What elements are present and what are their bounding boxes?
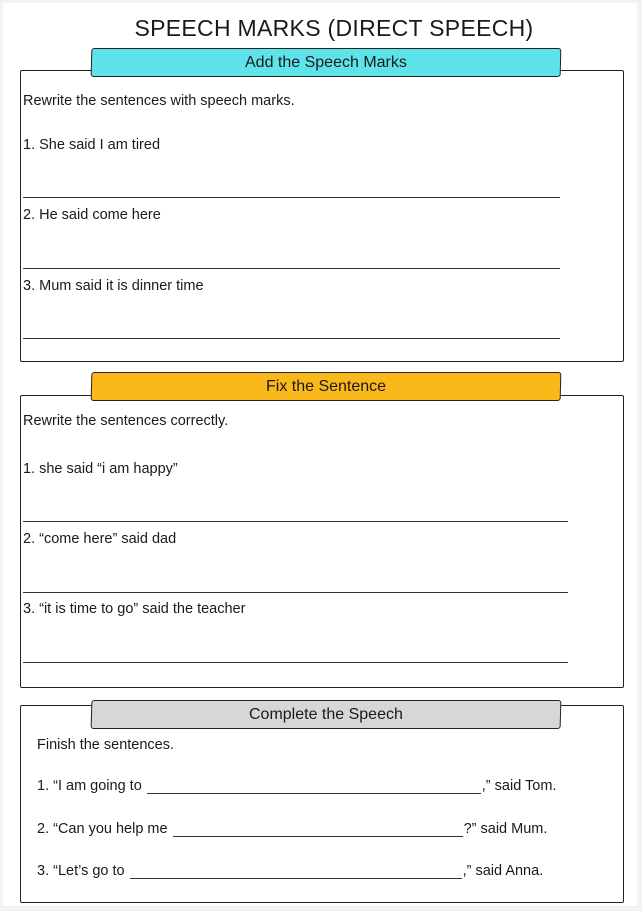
answer-line[interactable]: [23, 592, 568, 593]
worksheet-page: [3, 3, 637, 906]
answer-line[interactable]: [23, 338, 560, 339]
section-heading-fix-the-sentence: [91, 372, 562, 401]
fill-in-sentence: [37, 863, 543, 879]
answer-line[interactable]: [23, 521, 568, 522]
section-heading-add-speech-marks: [91, 48, 562, 77]
answer-blank[interactable]: [147, 779, 481, 794]
sentence-end: ,” said Tom.: [481, 778, 557, 794]
sentence-end: ?” said Mum.: [463, 821, 548, 837]
section-heading-label: Add the Speech Marks: [245, 54, 407, 71]
answer-blank[interactable]: [130, 864, 462, 879]
section-heading-complete-the-speech: [91, 700, 562, 729]
question-item: 3. Mum said it is dinner time: [23, 278, 204, 294]
question-item: 1. she said “i am happy”: [23, 461, 178, 477]
question-item: 2. “come here” said dad: [23, 531, 177, 547]
answer-line[interactable]: [23, 662, 568, 663]
fill-in-sentence: [37, 778, 556, 794]
question-item: 1. She said I am tired: [23, 137, 161, 153]
answer-line[interactable]: [23, 268, 560, 269]
instruction-text: Rewrite the sentences with speech marks.: [23, 93, 295, 109]
instruction-text: Finish the sentences.: [37, 737, 175, 753]
instruction-text: Rewrite the sentences correctly.: [23, 413, 229, 429]
question-item: 2. He said come here: [23, 207, 161, 223]
page-title: SPEECH MARKS (DIRECT SPEECH): [134, 15, 534, 41]
sentence-start: 2. “Can you help me: [37, 821, 168, 837]
sentence-end: ,” said Anna.: [462, 863, 544, 879]
sentence-start: 1. “I am going to: [37, 778, 142, 794]
question-item: 3. “it is time to go” said the teacher: [23, 601, 246, 617]
section-heading-label: Complete the Speech: [249, 706, 403, 723]
answer-line[interactable]: [23, 197, 560, 198]
section-heading-label: Fix the Sentence: [265, 378, 387, 395]
answer-blank[interactable]: [173, 822, 463, 837]
sentence-start: 3. “Let’s go to: [37, 863, 125, 879]
fill-in-sentence: [37, 821, 547, 837]
